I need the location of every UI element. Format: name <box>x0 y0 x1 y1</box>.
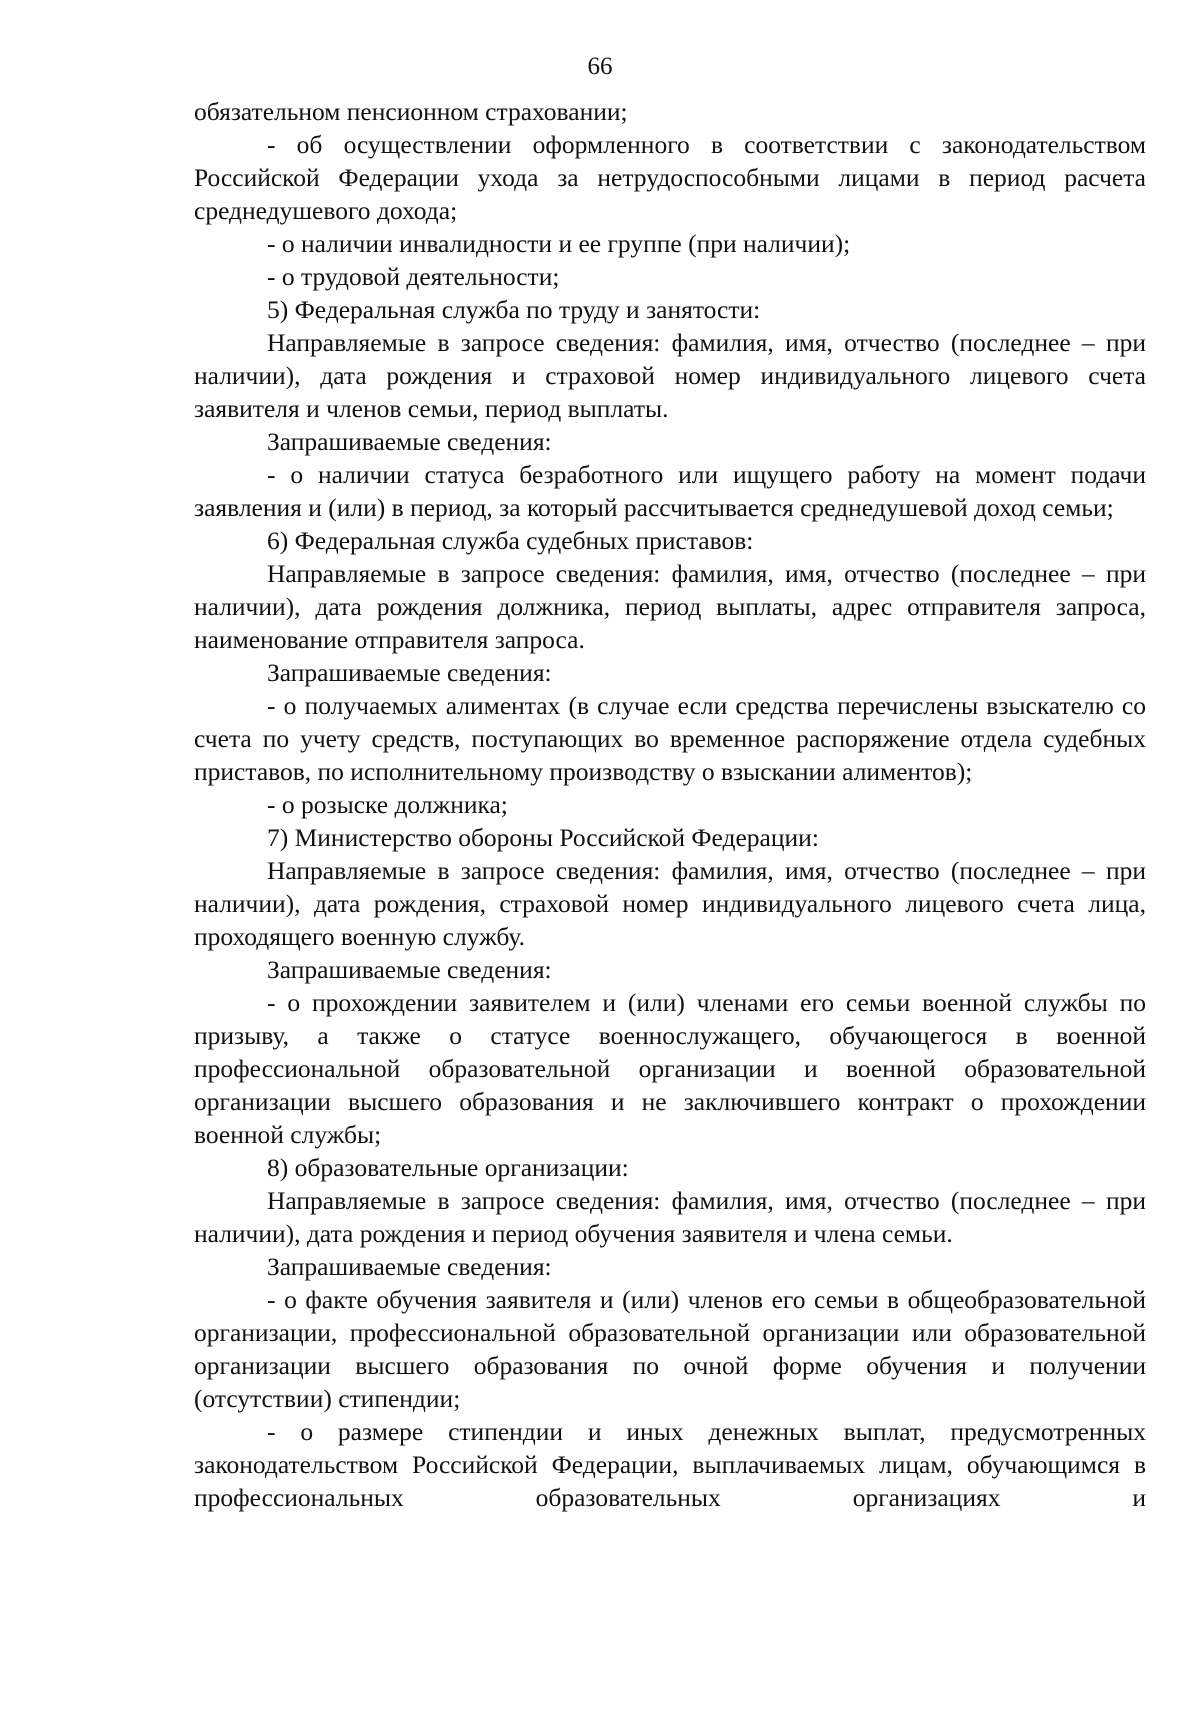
paragraph: Направляемые в запросе сведения: фамилия, имя, отчество (последнее – при наличии), дата рождения, страховой номер индивидуального лицевого счета лица, проходящего военную службу. <box>194 856 1146 951</box>
paragraph: Запрашиваемые сведения: <box>267 955 552 984</box>
paragraph: - о факте обучения заявителя и (или) членов его семьи в общеобразовательной организации, профессиональной образовательной организации или образовательной организации высшего образования по очной форме обучения и получении (отсутствии) стипендии; <box>194 1285 1146 1413</box>
paragraph: Запрашиваемые сведения: <box>267 427 552 456</box>
paragraph: обязательном пенсионном страховании; <box>194 97 628 126</box>
paragraph-continued: - о размере стипендии и иных денежных выплат, предусмотренных законодательством Российской Федерации, выплачиваемых лицам, обучающимся в профессиональных образовательных организациях и <box>194 1417 1146 1512</box>
section-heading: 7) Министерство обороны Российской Федерации: <box>267 823 819 852</box>
paragraph: - об осуществлении оформленного в соответствии с законодательством Российской Федерации ухода за нетрудоспособными лицами в период расчета среднедушевого дохода; <box>194 130 1146 225</box>
paragraph: - о розыске должника; <box>267 790 508 819</box>
page-number: 66 <box>587 53 613 80</box>
paragraph: - о трудовой деятельности; <box>267 262 560 291</box>
paragraph: - о получаемых алиментах (в случае если средства перечислены взыскателю со счета по учету средств, поступающих во временное распоряжение отдела судебных приставов, по исполнительному производству о взыскании алиментов); <box>194 691 1146 786</box>
paragraph: - о наличии статуса безработного или ищущего работу на момент подачи заявления и (или) в период, за который рассчитывается среднедушевой доход семьи; <box>194 460 1146 522</box>
paragraph: Направляемые в запросе сведения: фамилия, имя, отчество (последнее – при наличии), дата рождения должника, период выплаты, адрес отправителя запроса, наименование отправителя запроса. <box>194 559 1146 654</box>
paragraph: - о наличии инвалидности и ее группе (при наличии); <box>267 229 851 258</box>
section-heading: 5) Федеральная служба по труду и занятости: <box>267 295 761 324</box>
paragraph: Запрашиваемые сведения: <box>267 1252 552 1281</box>
paragraph: Запрашиваемые сведения: <box>267 658 552 687</box>
section-heading: 6) Федеральная служба судебных приставов: <box>267 526 754 555</box>
paragraph: Направляемые в запросе сведения: фамилия, имя, отчество (последнее – при наличии), дата рождения и страховой номер индивидуального лицевого счета заявителя и членов семьи, период выплаты. <box>194 328 1146 423</box>
section-heading: 8) образовательные организации: <box>267 1153 629 1182</box>
paragraph: - о прохождении заявителем и (или) членами его семьи военной службы по призыву, а также о статусе военнослужащего, обучающегося в военной профессиональной образовательной организации и военной образовательной организации высшего образования и не заключившего контракт о прохождении военной службы; <box>194 988 1146 1149</box>
paragraph: Направляемые в запросе сведения: фамилия, имя, отчество (последнее – при наличии), дата рождения и период обучения заявителя и члена семьи. <box>194 1186 1146 1248</box>
document-body <box>194 95 1146 1514</box>
